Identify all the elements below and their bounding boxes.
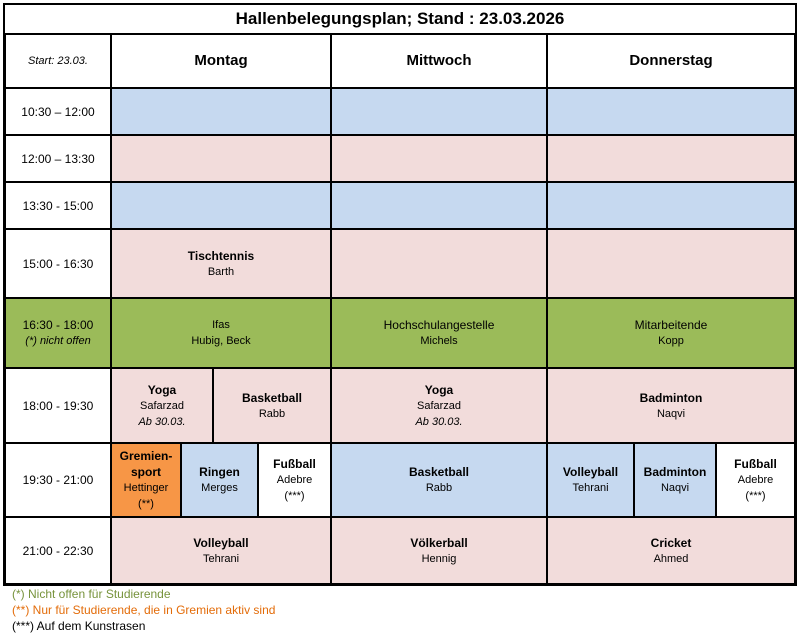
empty-slot <box>111 88 331 135</box>
slot-volleyball-monday <box>111 517 331 584</box>
leader-name: Kopp <box>658 335 684 347</box>
slot-basketball-wednesday <box>331 443 547 517</box>
activity-name: Volleyball <box>193 535 249 550</box>
activity-name: Basketball <box>241 390 303 405</box>
activity-name: Hochschulangestelle <box>383 318 495 332</box>
leader-name: Naqvi <box>656 407 686 420</box>
slot-badminton-thursday <box>547 368 795 443</box>
empty-slot <box>111 182 331 229</box>
time-note: (*) nicht offen <box>25 335 91 347</box>
slot-ifas-monday <box>111 298 331 368</box>
time-label: 15:00 - 16:30 <box>22 256 94 271</box>
leader-name: Tehrani <box>202 552 240 565</box>
time-slot <box>5 298 111 368</box>
time-label: 19:30 - 21:00 <box>22 473 94 487</box>
activity-name: Fußball <box>734 457 777 471</box>
footnote-marker: (**) <box>138 498 154 510</box>
slot-tischtennis-monday <box>111 229 331 298</box>
time-label: 16:30 - 18:00 <box>22 318 94 332</box>
slot-fussball-thursday <box>716 443 795 517</box>
empty-slot <box>547 135 795 182</box>
empty-slot <box>111 135 331 182</box>
leader-name: Hennig <box>421 552 457 565</box>
start-note: Ab 30.03. <box>138 415 186 428</box>
slot-badminton-thursday-late <box>634 443 716 517</box>
slot-ringen-monday <box>181 443 258 517</box>
time-label: 10:30 – 12:00 <box>21 104 95 119</box>
leader-name: Hettinger <box>123 482 169 494</box>
activity-name: Völkerball <box>410 535 468 550</box>
empty-slot <box>331 135 547 182</box>
empty-slot <box>331 88 547 135</box>
slot-volleyball-thursday <box>547 443 634 517</box>
slot-hochschulangestelle-wednesday <box>331 298 547 368</box>
activity-name: Badminton <box>639 390 703 405</box>
legend-gremien-only: (**) Nur für Studierende, die in Gremien aktiv sind <box>12 603 276 617</box>
day-header-wednesday: Mittwoch <box>331 33 547 88</box>
time-slot <box>5 517 111 584</box>
activity-name: Fußball <box>273 457 316 471</box>
time-label: 21:00 - 22:30 <box>22 543 94 558</box>
time-slot <box>5 443 111 517</box>
activity-name: Ringen <box>199 465 240 479</box>
legend-not-open: (*) Nicht offen für Studierende <box>12 587 171 601</box>
footnote-marker: (***) <box>745 490 766 502</box>
empty-slot <box>331 182 547 229</box>
leader-name: Michels <box>420 335 458 347</box>
leader-name: Safarzad <box>139 399 185 412</box>
slot-yoga-monday <box>111 368 213 443</box>
leader-name: Rabb <box>258 407 286 420</box>
day-header-thursday: Donnerstag <box>547 33 795 88</box>
start-note: Ab 30.03. <box>415 415 463 428</box>
slot-fussball-monday <box>258 443 331 517</box>
legend-artificial-turf: (***) Auf dem Kunstrasen <box>12 619 146 633</box>
activity-name: Basketball <box>408 465 470 479</box>
leader-name: Safarzad <box>416 399 462 412</box>
activity-name: Ifas <box>212 319 230 331</box>
leader-name: Barth <box>207 265 235 278</box>
time-slot <box>5 88 111 135</box>
day-header-monday: Montag <box>111 33 331 88</box>
leader-name: Ahmed <box>653 552 689 565</box>
slot-mitarbeitende-thursday <box>547 298 795 368</box>
schedule-table <box>3 3 797 586</box>
slot-gremiensport-monday <box>111 443 181 517</box>
leader-name: Adebre <box>276 474 313 486</box>
empty-slot <box>547 229 795 298</box>
footnote-marker: (***) <box>284 490 305 502</box>
time-label: 13:30 - 15:00 <box>22 198 94 213</box>
time-slot <box>5 229 111 298</box>
time-slot <box>5 135 111 182</box>
leader-name: Hubig, Beck <box>191 335 251 347</box>
activity-name-cont: sport <box>131 465 161 479</box>
leader-name: Naqvi <box>660 482 690 494</box>
empty-slot <box>331 229 547 298</box>
time-slot <box>5 368 111 443</box>
empty-slot <box>547 182 795 229</box>
activity-name: Tischtennis <box>187 248 255 263</box>
slot-basketball-monday <box>213 368 331 443</box>
activity-name: Volleyball <box>562 465 619 479</box>
empty-slot <box>547 88 795 135</box>
activity-name: Mitarbeitende <box>634 318 708 332</box>
leader-name: Adebre <box>737 474 774 486</box>
activity-name: Gremien- <box>119 449 173 463</box>
activity-name: Badminton <box>643 465 707 479</box>
slot-yoga-wednesday <box>331 368 547 443</box>
slot-cricket-thursday <box>547 517 795 584</box>
slot-voelkerball-wednesday <box>331 517 547 584</box>
time-label: 18:00 - 19:30 <box>22 398 94 413</box>
leader-name: Merges <box>201 482 238 494</box>
time-label: 12:00 – 13:30 <box>21 151 95 166</box>
time-slot <box>5 182 111 229</box>
start-date-cell: Start: 23.03. <box>5 33 111 88</box>
activity-name: Cricket <box>650 535 692 550</box>
activity-name: Yoga <box>424 382 454 397</box>
leader-name: Rabb <box>425 482 453 494</box>
leader-name: Tehrani <box>572 482 609 494</box>
activity-name: Yoga <box>147 382 177 397</box>
schedule-title: Hallenbelegungsplan; Stand : 23.03.2026 <box>5 5 795 35</box>
